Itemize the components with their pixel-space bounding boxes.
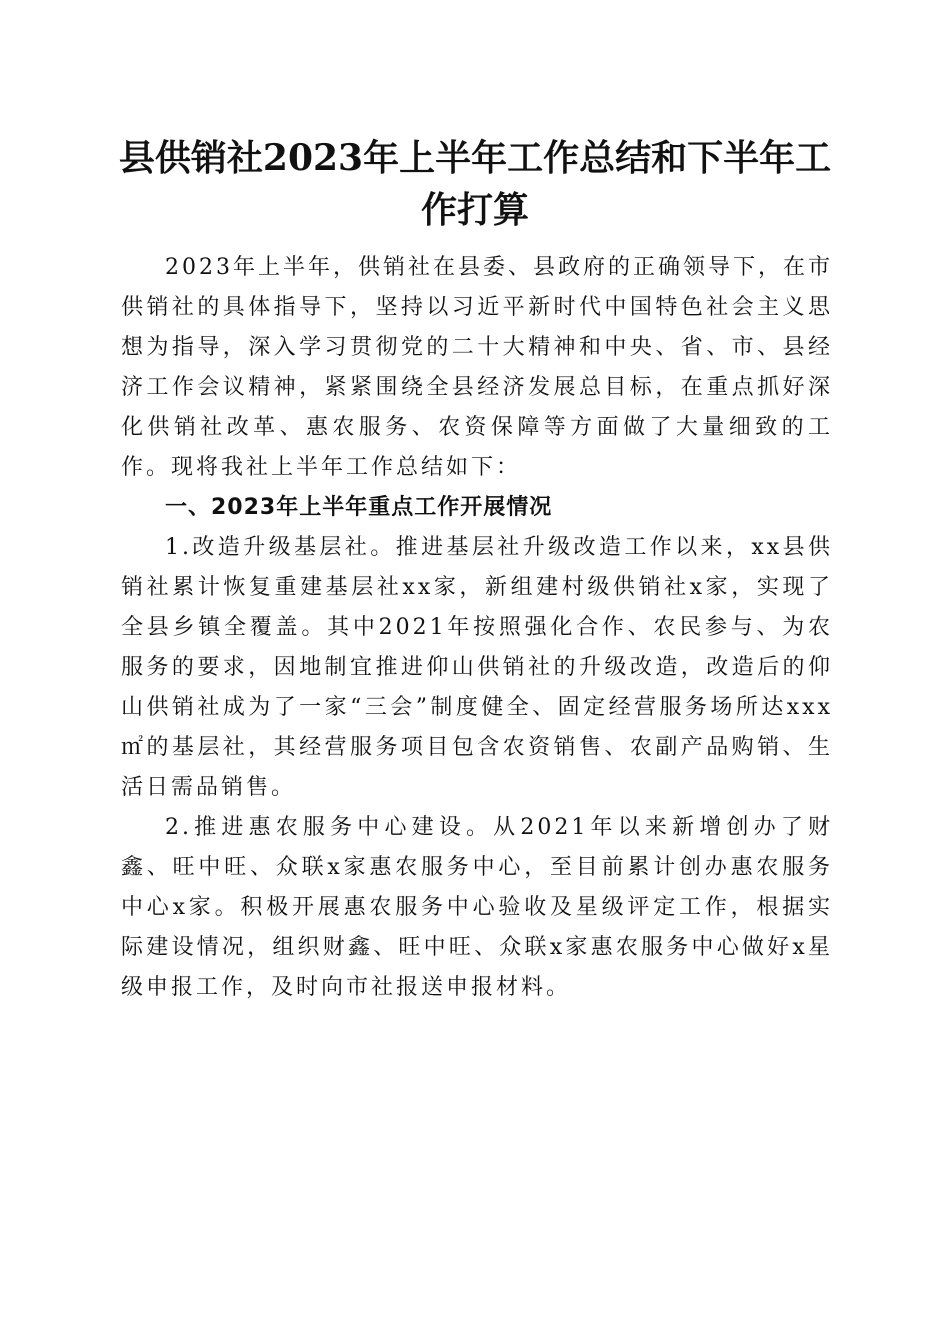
section-heading: 一、2023年上半年重点工作开展情况 [165, 495, 553, 520]
item-paragraph-1: 1.改造升级基层社。推进基层社升级改造工作以来，xx县供销社累计恢复重建基层社xx家，新组建村级供销社x家，实现了全县乡镇全覆盖。其中2021年按照强化合作、农民参与、为农服务的要求，因地制宜推进仰山供销社的升级改造，改造后的仰山供销社成为了一家“三会”制度健全、固定经营服务场所达xxx㎡的基层社，其经营服务项目包含农资销售、农副产品购销、生活日需品销售。 [121, 535, 833, 800]
document-title: 县供销社2023年上半年工作总结和下半年工作打算 [118, 137, 832, 231]
document-body [121, 248, 833, 1008]
item-paragraph-2: 2.推进惠农服务中心建设。从2021年以来新增创办了财鑫、旺中旺、众联x家惠农服务中心，至目前累计创办惠农服务中心x家。积极开展惠农服务中心验收及星级评定工作，根据实际建设情况，组织财鑫、旺中旺、众联x家惠农服务中心做好x星级申报工作，及时向市社报送申报材料。 [121, 815, 833, 1000]
intro-paragraph: 2023年上半年，供销社在县委、县政府的正确领导下，在市供销社的具体指导下，坚持以习近平新时代中国特色社会主义思想为指导，深入学习贯彻党的二十大精神和中央、省、市、县经济工作会议精神，紧紧围绕全县经济发展总目标，在重点抓好深化供销社改革、惠农服务、农资保障等方面做了大量细致的工作。现将我社上半年工作总结如下： [121, 255, 833, 480]
